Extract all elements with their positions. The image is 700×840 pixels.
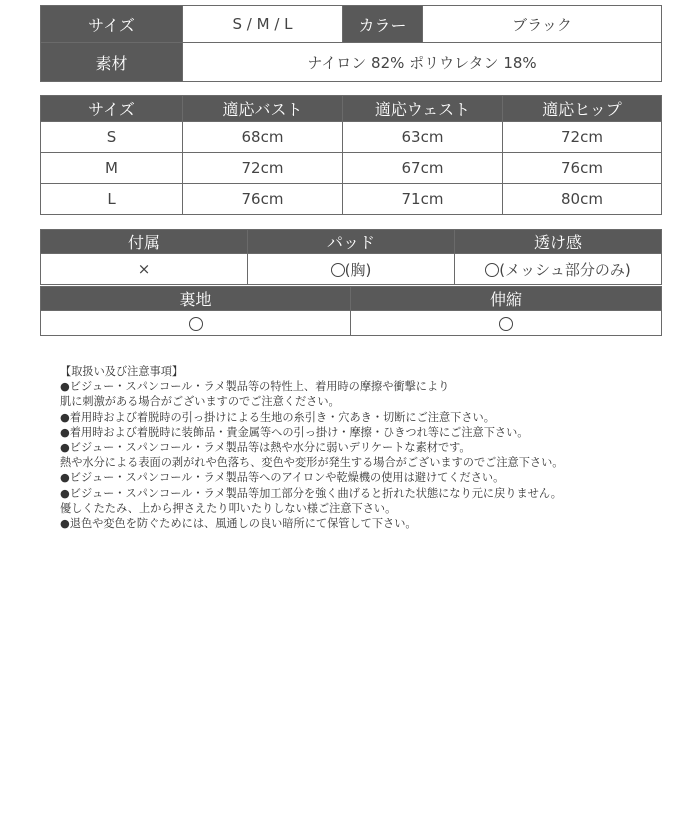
- row-size: L: [41, 184, 183, 215]
- sheer-value: [455, 254, 662, 285]
- row-hip: 80cm: [503, 184, 662, 215]
- row-size: M: [41, 153, 183, 184]
- header-size: サイズ: [41, 96, 183, 122]
- note-line: ●着用時および着脱時の引っ掛けによる生地の糸引き・穴あき・切断にご注意下さい。: [60, 410, 495, 424]
- material-value: ナイロン 82% ポリウレタン 18%: [183, 43, 662, 82]
- circle-icon: [485, 263, 499, 277]
- care-notes: [60, 364, 680, 531]
- header-stretch: 伸縮: [351, 287, 662, 311]
- table-row: [41, 184, 662, 215]
- color-value: ブラック: [423, 6, 662, 43]
- header-hip: 適応ヒップ: [503, 96, 662, 122]
- header-sheer: 透け感: [455, 230, 662, 254]
- note-line: 熱や水分による表面の剥がれや色落ち、変色や変形が発生する場合がございますのでご注意下さい。: [60, 456, 564, 470]
- note-line: ●ビジュー・スパンコール・ラメ製品等加工部分を強く曲げると折れた状態になり元に戻りません。: [60, 486, 562, 500]
- note-line: ●ビジュー・スパンコール・ラメ製品等の特性上、着用時の摩擦や衝撃により: [60, 380, 450, 394]
- row-waist: 63cm: [343, 122, 503, 153]
- table-row: [41, 122, 662, 153]
- row-waist: 71cm: [343, 184, 503, 215]
- stretch-value: [351, 311, 662, 336]
- table-row: [41, 153, 662, 184]
- circle-icon: [331, 263, 345, 277]
- row-bust: 68cm: [183, 122, 343, 153]
- header-waist: 適応ウェスト: [343, 96, 503, 122]
- row-bust: 76cm: [183, 184, 343, 215]
- product-info-table: [40, 5, 662, 82]
- header-pad: パッド: [248, 230, 455, 254]
- circle-icon: [189, 317, 203, 331]
- header-accessory: 付属: [41, 230, 248, 254]
- row-waist: 67cm: [343, 153, 503, 184]
- notes-title: 【取扱い及び注意事項】: [60, 365, 184, 378]
- row-size: S: [41, 122, 183, 153]
- row-bust: 72cm: [183, 153, 343, 184]
- color-label: カラー: [343, 6, 423, 43]
- row-hip: 72cm: [503, 122, 662, 153]
- note-line: ●ビジュー・スパンコール・ラメ製品等は熱や水分に弱いデリケートな素材です。: [60, 441, 471, 455]
- lining-stretch-table: [40, 286, 662, 336]
- note-line: ●退色や変色を防ぐためには、風通しの良い暗所にて保管して下さい。: [60, 517, 417, 531]
- lining-value: [41, 311, 351, 336]
- sheer-value-text: (メッシュ部分のみ): [499, 260, 631, 279]
- pad-value-text: (胸): [344, 260, 372, 279]
- material-label: 素材: [41, 43, 183, 82]
- size-chart-table: [40, 95, 662, 215]
- note-line: ●着用時および着脱時に装飾品・貴金属等への引っ掛け・摩擦・ひきつれ等にご注意下さい。: [60, 425, 529, 439]
- circle-icon: [499, 317, 513, 331]
- note-line: 優しくたたみ、上から押さえたり叩いたりしない様ご注意下さい。: [60, 501, 397, 515]
- accessory-value: ×: [41, 254, 248, 285]
- note-line: ●ビジュー・スパンコール・ラメ製品等へのアイロンや乾燥機の使用は避けてください。: [60, 471, 505, 485]
- note-line: 肌に刺激がある場合がございますのでご注意ください。: [60, 395, 340, 409]
- features-table: [40, 229, 662, 285]
- pad-value: [248, 254, 455, 285]
- size-label: サイズ: [41, 6, 183, 43]
- header-bust: 適応バスト: [183, 96, 343, 122]
- header-lining: 裏地: [41, 287, 351, 311]
- row-hip: 76cm: [503, 153, 662, 184]
- size-value: S / M / L: [183, 6, 343, 43]
